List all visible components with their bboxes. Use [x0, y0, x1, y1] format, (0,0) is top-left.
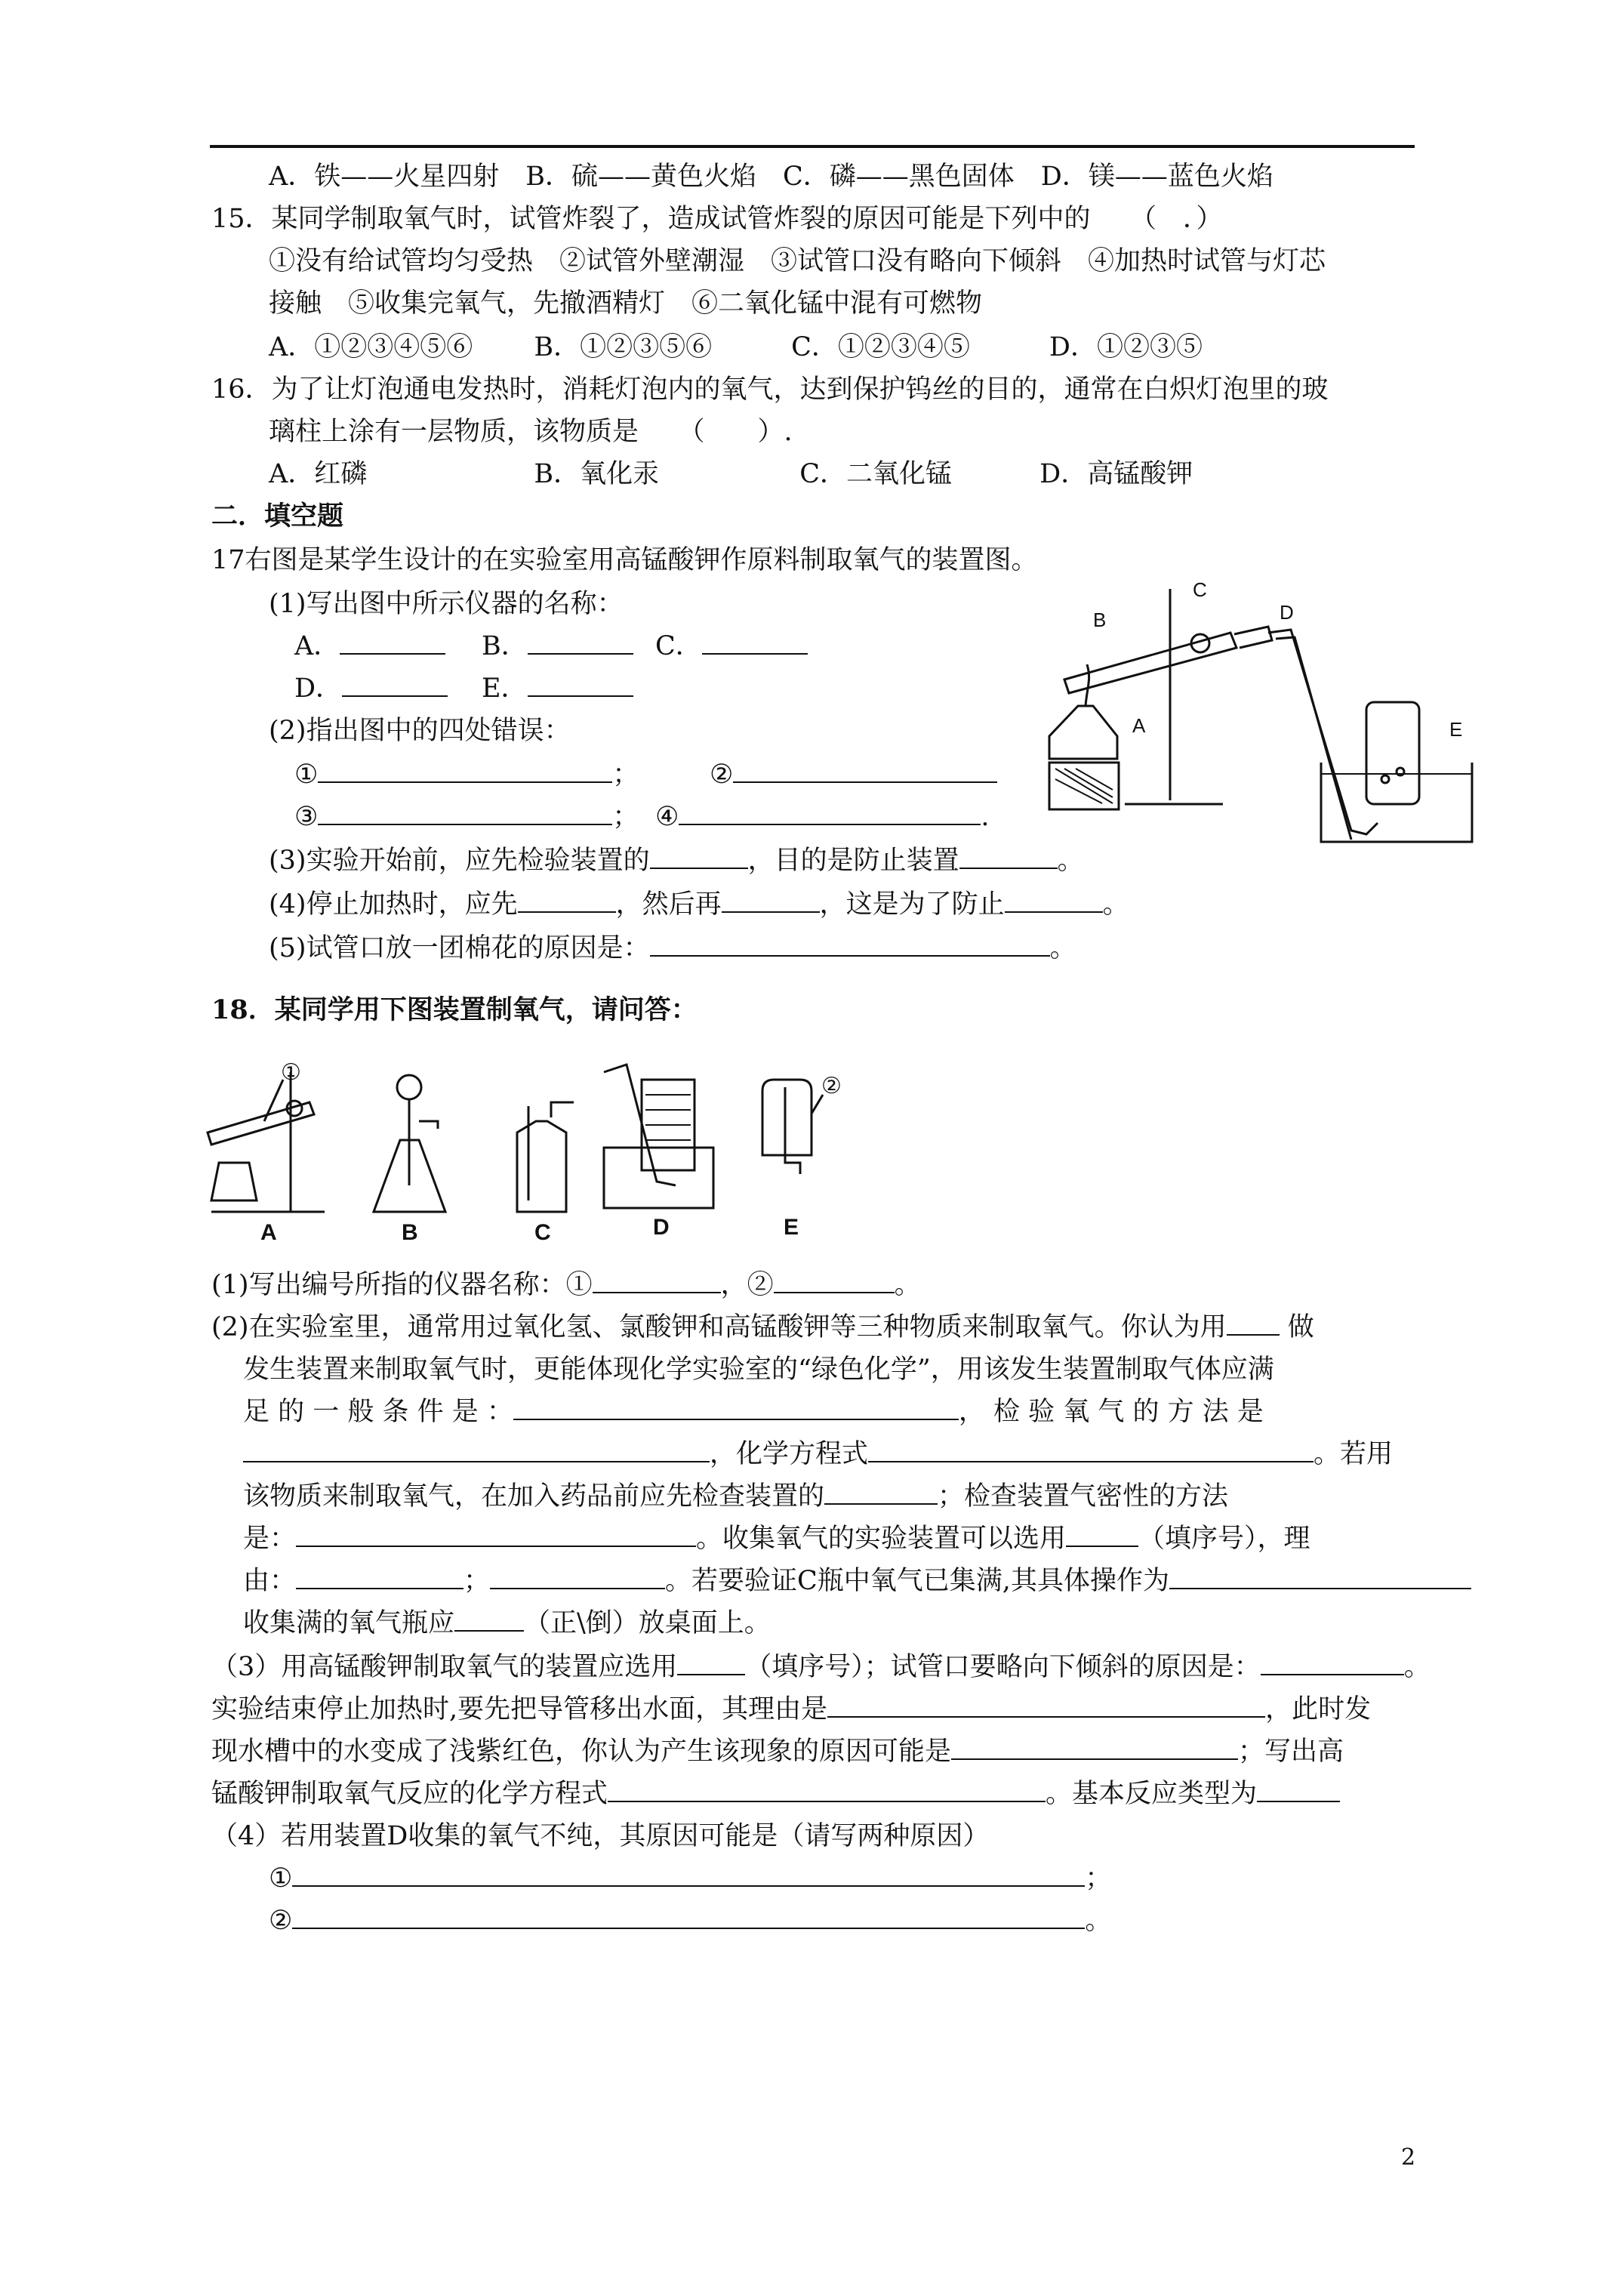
- label-d: D: [653, 1215, 670, 1240]
- q16-stem: 16．为了让灯泡通电发热时，消耗灯泡内的氧气，达到保护钨丝的目的，通常在白炽灯泡里的玻: [211, 374, 1329, 405]
- answer-blank[interactable]: [827, 1690, 1265, 1718]
- answer-blank[interactable]: [1169, 1562, 1471, 1589]
- q18-part2-line4: ，化学方程式 。若用: [243, 1433, 1393, 1475]
- label-n1: ①: [281, 1060, 301, 1085]
- delivery-tube-icon: [1268, 630, 1378, 834]
- answer-blank[interactable]: [528, 627, 633, 655]
- q16-line2: 璃柱上涂有一层物质，该物质是 （ ）.: [269, 417, 793, 447]
- q18-part2-line1: (2)在实验室里，通常用过氧化氢、氯酸钾和高锰酸钾等三种物质来制取氧气。你认为用 做: [211, 1306, 1314, 1348]
- answer-blank[interactable]: [454, 1604, 524, 1632]
- answer-blank[interactable]: [490, 1562, 665, 1589]
- answer-blank[interactable]: [677, 1648, 745, 1675]
- bubble-icon: [1381, 775, 1389, 783]
- answer-blank[interactable]: [518, 886, 616, 913]
- answer-blank[interactable]: [650, 842, 748, 869]
- answer-blank[interactable]: [679, 798, 981, 825]
- q18-part2-line8: 收集满的氧气瓶应 （正\倒）放桌面上。: [243, 1602, 771, 1644]
- q17-error-4: ④ .: [655, 796, 990, 838]
- q17-error-3: ③ ；: [294, 796, 639, 838]
- answer-blank[interactable]: [318, 798, 612, 825]
- q18-stem: 18．某同学用下图装置制氧气，请问答：: [211, 994, 698, 1025]
- answer-blank[interactable]: [1257, 1775, 1340, 1802]
- q17-error-1: ① ；: [294, 754, 639, 796]
- q15-options: A．①②③④⑤⑥ B．①②③⑤⑥ C．①②③④⑤ D．①②③⑤: [269, 332, 1203, 362]
- answer-blank[interactable]: [296, 1520, 696, 1547]
- apparatus-a-icon: [208, 1072, 325, 1212]
- answer-blank[interactable]: [292, 1902, 1085, 1929]
- answer-blank[interactable]: [593, 1266, 721, 1293]
- section-title: 二．填空题: [211, 501, 344, 532]
- label-e: E: [1449, 718, 1463, 741]
- delivery-tube-icon: [1276, 637, 1351, 840]
- q18-apparatus-figure: [196, 1049, 861, 1246]
- label-d: D: [1280, 601, 1294, 624]
- answer-blank[interactable]: [650, 929, 1050, 957]
- q16-options: A．红磷 B．氧化汞 C．二氧化锰 D．高锰酸钾: [269, 459, 1193, 489]
- q18-part3-line1: （3）用高锰酸钾制取氧气的装置应选用 （填序号）；试管口要略向下倾斜的原因是： 。: [211, 1646, 1431, 1688]
- apparatus-c-icon: [517, 1102, 574, 1212]
- q14-options: A．铁——火星四射 B．硫——黄色火焰 C．磷——黑色固体 D．镁——蓝色火焰: [269, 162, 1273, 192]
- q18-part2-line5: 该物质来制取氧气，在加入药品前应先检查装置的 ；检查装置气密性的方法: [243, 1475, 1228, 1518]
- answer-blank[interactable]: [342, 670, 448, 697]
- q17-blank-e: E．: [482, 667, 633, 710]
- answer-blank[interactable]: [1005, 886, 1103, 913]
- q17-blank-d: D．: [294, 667, 448, 710]
- q17-apparatus-figure: [1042, 574, 1480, 853]
- q18-part3-line3: 现水槽中的水变成了浅紫红色，你认为产生该现象的原因可能是 ；写出高: [211, 1730, 1344, 1773]
- answer-blank[interactable]: [733, 756, 997, 783]
- q18-part1: (1)写出编号所指的仪器名称：① ，② 。: [211, 1264, 921, 1306]
- q17-part2: (2)指出图中的四处错误：: [269, 716, 571, 746]
- answer-blank[interactable]: [951, 1733, 1238, 1760]
- q18-part4-line1: （4）若用装置D收集的氧气不纯，其原因可能是（请写两种原因）: [211, 1821, 990, 1851]
- q18-part4-reason1: ① ；: [269, 1857, 1111, 1900]
- label-b: B: [402, 1220, 418, 1245]
- q15-line3: 接触 ⑤收集完氧气，先撤酒精灯 ⑥二氧化锰中混有可燃物: [269, 288, 983, 319]
- q17-blank-a: A．: [294, 625, 445, 667]
- header-rule: [210, 145, 1415, 148]
- answer-blank[interactable]: [513, 1393, 959, 1420]
- q17-blank-b: B．: [482, 625, 633, 667]
- answer-blank[interactable]: [1066, 1520, 1138, 1547]
- q18-part3-line4: 锰酸钾制取氧气反应的化学方程式 。基本反应类型为: [211, 1773, 1340, 1815]
- apparatus-d-icon: [604, 1065, 713, 1208]
- label-b: B: [1093, 609, 1107, 631]
- answer-blank[interactable]: [774, 1266, 895, 1293]
- label-a: A: [260, 1220, 277, 1245]
- q18-part2-line2: 发生装置来制取氧气时，更能体现化学实验室的“绿色化学”，用该发生装置制取气体应满: [243, 1354, 1274, 1385]
- q18-part2-line3: 足 的 一 般 条 件 是 ： ， 检 验 氧 气 的 方 法 是: [243, 1391, 1264, 1433]
- answer-blank[interactable]: [608, 1775, 1046, 1802]
- page-number: 2: [1401, 2144, 1416, 2171]
- answer-blank[interactable]: [824, 1478, 938, 1505]
- answer-blank[interactable]: [340, 627, 445, 655]
- q15-line2: ①没有给试管均匀受热 ②试管外壁潮湿 ③试管口没有略向下倾斜 ④加热时试管与灯芯: [269, 246, 1326, 276]
- q17-blank-c: C．: [655, 625, 808, 667]
- label-c: C: [1193, 578, 1207, 601]
- test-tube-icon: [1064, 633, 1236, 693]
- answer-blank[interactable]: [868, 1435, 1313, 1462]
- q18-part2-line6: 是： 。收集氧气的实验装置可以选用 （填序号），理: [243, 1518, 1310, 1560]
- answer-blank[interactable]: [1261, 1648, 1404, 1675]
- label-c: C: [534, 1220, 551, 1245]
- stopper-icon: [1234, 627, 1272, 648]
- apparatus-e-icon: [762, 1080, 812, 1174]
- flame-icon: [1086, 664, 1089, 706]
- answer-blank[interactable]: [722, 886, 820, 913]
- apparatus-b-icon: [374, 1075, 445, 1212]
- answer-blank[interactable]: [1227, 1308, 1280, 1336]
- q17-error-2: ②: [710, 754, 997, 796]
- answer-blank[interactable]: [292, 1860, 1085, 1887]
- q17-part5: (5)试管口放一团棉花的原因是： 。: [269, 927, 1076, 969]
- answer-blank[interactable]: [702, 627, 808, 655]
- alcohol-lamp-icon: [1049, 706, 1117, 759]
- hatching-icon: [1055, 769, 1113, 803]
- gas-bottle-icon: [1366, 702, 1419, 804]
- bubble-icon: [1397, 768, 1404, 775]
- q15-stem: 15．某同学制取氧气时，试管炸裂了，造成试管炸裂的原因可能是下列中的 （ ．）: [211, 204, 1223, 234]
- answer-blank[interactable]: [296, 1562, 463, 1589]
- q17-stem: 17右图是某学生设计的在实验室用高锰酸钾作原料制取氧气的装置图。: [211, 545, 1038, 575]
- label-n2: ②: [821, 1074, 842, 1099]
- q17-part1: (1)写出图中所示仪器的名称：: [269, 589, 624, 619]
- q17-part3: (3)实验开始前，应先检验装置的 ，目的是防止装置 。: [269, 840, 1084, 882]
- q17-part4: (4)停止加热时，应先 ，然后再 ，这是为了防止 。: [269, 883, 1129, 926]
- answer-blank[interactable]: [528, 670, 633, 697]
- q18-part2-line7: 由： ； 。若要验证C瓶中氧气已集满,其具体操作为: [243, 1560, 1471, 1602]
- answer-blank[interactable]: [318, 756, 612, 783]
- q18-part3-line2: 实验结束停止加热时,要先把导管移出水面，其理由是 ，此时发: [211, 1688, 1371, 1730]
- q18-part4-reason2: ② 。: [269, 1900, 1111, 1942]
- label-a: A: [1132, 714, 1146, 737]
- answer-blank[interactable]: [243, 1435, 710, 1462]
- label-e: E: [784, 1215, 799, 1240]
